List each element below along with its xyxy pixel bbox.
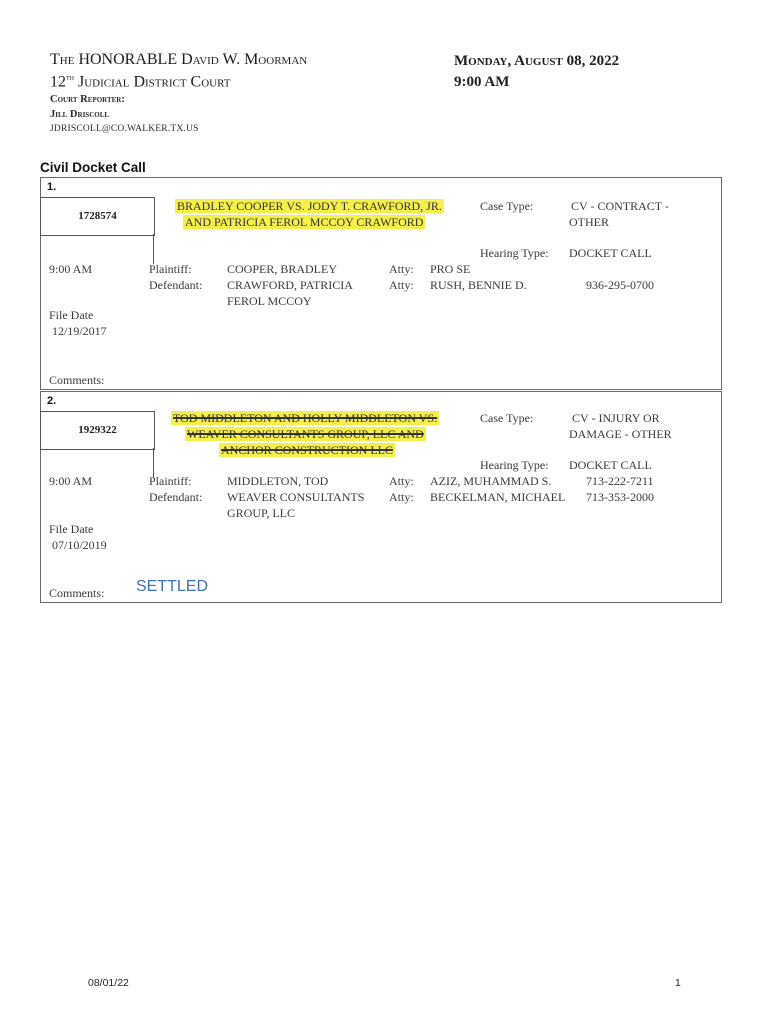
plaintiff-label: Plaintiff: <box>149 474 192 488</box>
footer-date: 08/01/22 <box>88 977 129 989</box>
court-number-suffix: th <box>66 73 74 82</box>
judge-name <box>50 51 307 69</box>
plaintiff-name: COOPER, BRADLEY <box>227 262 338 276</box>
case-card <box>40 177 722 390</box>
case-title-line: BRADLEY COOPER VS. JODY T. CRAWFORD, JR. <box>177 199 442 213</box>
case-number: 1929322 <box>78 424 117 436</box>
case-type-label: Case Type: <box>480 411 534 425</box>
atty-label: Atty: <box>389 278 414 292</box>
case-type-value: CV - INJURY OR <box>572 411 660 425</box>
court-reporter-label: Court Reporter: <box>50 94 125 105</box>
plaintiff-label: Plaintiff: <box>149 262 192 276</box>
case-title-line: TOD MIDDLETON AND HOLLY MIDDLETON VS. <box>173 411 438 425</box>
case-type-value: OTHER <box>569 215 609 229</box>
plaintiff-attorney: PRO SE <box>430 262 471 276</box>
case-index: 1. <box>47 181 57 193</box>
case-type-label: Case Type: <box>480 199 534 213</box>
hearing-time: 9:00 AM <box>454 74 510 90</box>
court-reporter-name: Jill Driscoll <box>50 109 110 120</box>
defendant-attorney-phone: 713-353-2000 <box>586 490 654 504</box>
file-date-label: File Date <box>49 308 94 322</box>
defendant-label: Defendant: <box>149 490 203 504</box>
defendant-name: WEAVER CONSULTANTS <box>227 490 365 504</box>
case-type-value: CV - CONTRACT - <box>571 199 669 213</box>
plaintiff-attorney-phone: 713-222-7211 <box>586 474 654 488</box>
case-time: 9:00 AM <box>49 262 93 276</box>
defendant-attorney-phone: 936-295-0700 <box>586 278 654 292</box>
case-title-line: ANCHOR CONSTRUCTION LLC <box>221 443 394 457</box>
atty-label: Atty: <box>389 490 414 504</box>
defendant-attorney: BECKELMAN, MICHAEL <box>430 490 566 504</box>
plaintiff-name: MIDDLETON, TOD <box>227 474 329 488</box>
judge-prefix: The <box>50 51 75 68</box>
case-card <box>40 391 722 603</box>
case-number-box <box>40 197 155 236</box>
court-title: Judicial District Court <box>78 73 231 91</box>
case-title-line: WEAVER CONSULTANTS GROUP, LLC AND <box>187 427 424 441</box>
hearing-type-value: DOCKET CALL <box>569 246 652 260</box>
court-number: 12 <box>50 73 66 91</box>
defendant-name: GROUP, LLC <box>227 506 296 520</box>
file-date: 12/19/2017 <box>52 324 107 338</box>
hearing-type-label: Hearing Type: <box>480 458 549 472</box>
comments-label: Comments: <box>49 586 105 600</box>
plaintiff-attorney: AZIZ, MUHAMMAD S. <box>430 474 552 488</box>
comment-settled: SETTLED <box>136 578 209 595</box>
hearing-type-value: DOCKET CALL <box>569 458 652 472</box>
hearing-date: Monday, August 08, 2022 <box>454 53 620 69</box>
case-number-box <box>40 411 155 450</box>
hearing-type-label: Hearing Type: <box>480 246 549 260</box>
defendant-name: FEROL MCCOY <box>227 294 312 308</box>
case-type-value: DAMAGE - OTHER <box>569 427 672 441</box>
judge-full-name: David W. Moorman <box>181 51 308 68</box>
file-date-label: File Date <box>49 522 94 536</box>
court-reporter-email: JDRISCOLL@CO.WALKER.TX.US <box>50 124 199 134</box>
atty-label: Atty: <box>389 474 414 488</box>
defendant-attorney: RUSH, BENNIE D. <box>430 278 527 292</box>
defendant-name: CRAWFORD, PATRICIA <box>227 278 353 292</box>
page-number: 1 <box>675 977 681 989</box>
case-index: 2. <box>47 395 57 407</box>
divider <box>153 234 154 264</box>
case-time: 9:00 AM <box>49 474 93 488</box>
docket-title: Civil Docket Call <box>40 160 146 175</box>
defendant-label: Defendant: <box>149 278 203 292</box>
judge-honorable: HONORABLE <box>78 51 178 68</box>
comments-label: Comments: <box>49 373 105 387</box>
file-date: 07/10/2019 <box>52 538 107 552</box>
case-number: 1728574 <box>78 210 117 222</box>
court-name <box>50 73 231 91</box>
atty-label: Atty: <box>389 262 414 276</box>
case-title-line: AND PATRICIA FEROL MCCOY CRAWFORD <box>185 215 424 229</box>
